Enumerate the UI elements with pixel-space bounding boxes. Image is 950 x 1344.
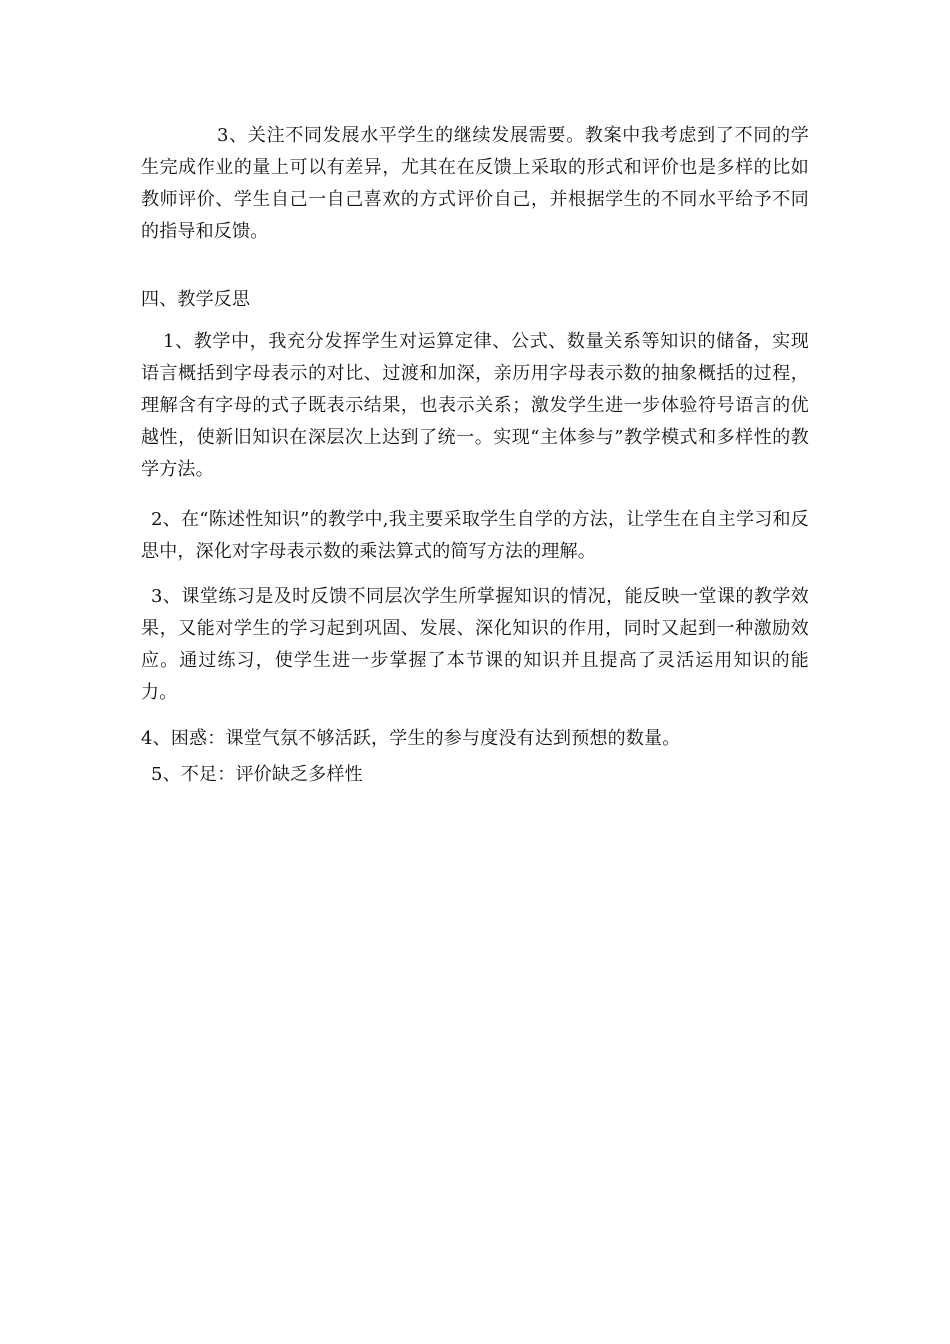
paragraph-reflection-5: 5、不足：评价缺乏多样性 [151,764,363,785]
paragraph-reflection-3: 3、课堂练习是及时反馈不同层次学生所掌握知识的情况，能反映一堂课的教学效果，又能对学生的学习起到巩固、发展、深化知识的作用，同时又起到一种激励效应。通过练习，使学生进一步掌握了本节课的知识并且提高了灵活运用知识的能力。 [141,586,809,703]
paragraph-differentiated-development: 3、关注不同发展水平学生的继续发展需要。教案中我考虑到了不同的学生完成作业的量上可以有差异，尤其在在反馈上采取的形式和评价也是多样的比如教师评价、学生自己一自己喜欢的方式评价自己，并根据学生的不同水平给予不同的指导和反馈。 [141,125,809,242]
paragraph-reflection-4: 4、困惑：课堂气氛不够活跃，学生的参与度没有达到预想的数量。 [141,728,681,749]
section-heading-teaching-reflection: 四、教学反思 [141,289,251,310]
paragraph-reflection-1: 1、教学中，我充分发挥学生对运算定律、公式、数量关系等知识的储备，实现语言概括到字母表示的对比、过渡和加深，亲历用字母表示数的抽象概括的过程，理解含有字母的式子既表示结果，也表示关系；激发学生进一步体验符号语言的优越性，使新旧知识在深层次上达到了统一。实现“主体参与”教学模式和多样性的教学方法。 [141,331,809,480]
paragraph-reflection-2: 2、在“陈述性知识”的教学中,我主要采取学生自学的方法，让学生在自主学习和反思中，深化对字母表示数的乘法算式的简写方法的理解。 [141,509,809,562]
